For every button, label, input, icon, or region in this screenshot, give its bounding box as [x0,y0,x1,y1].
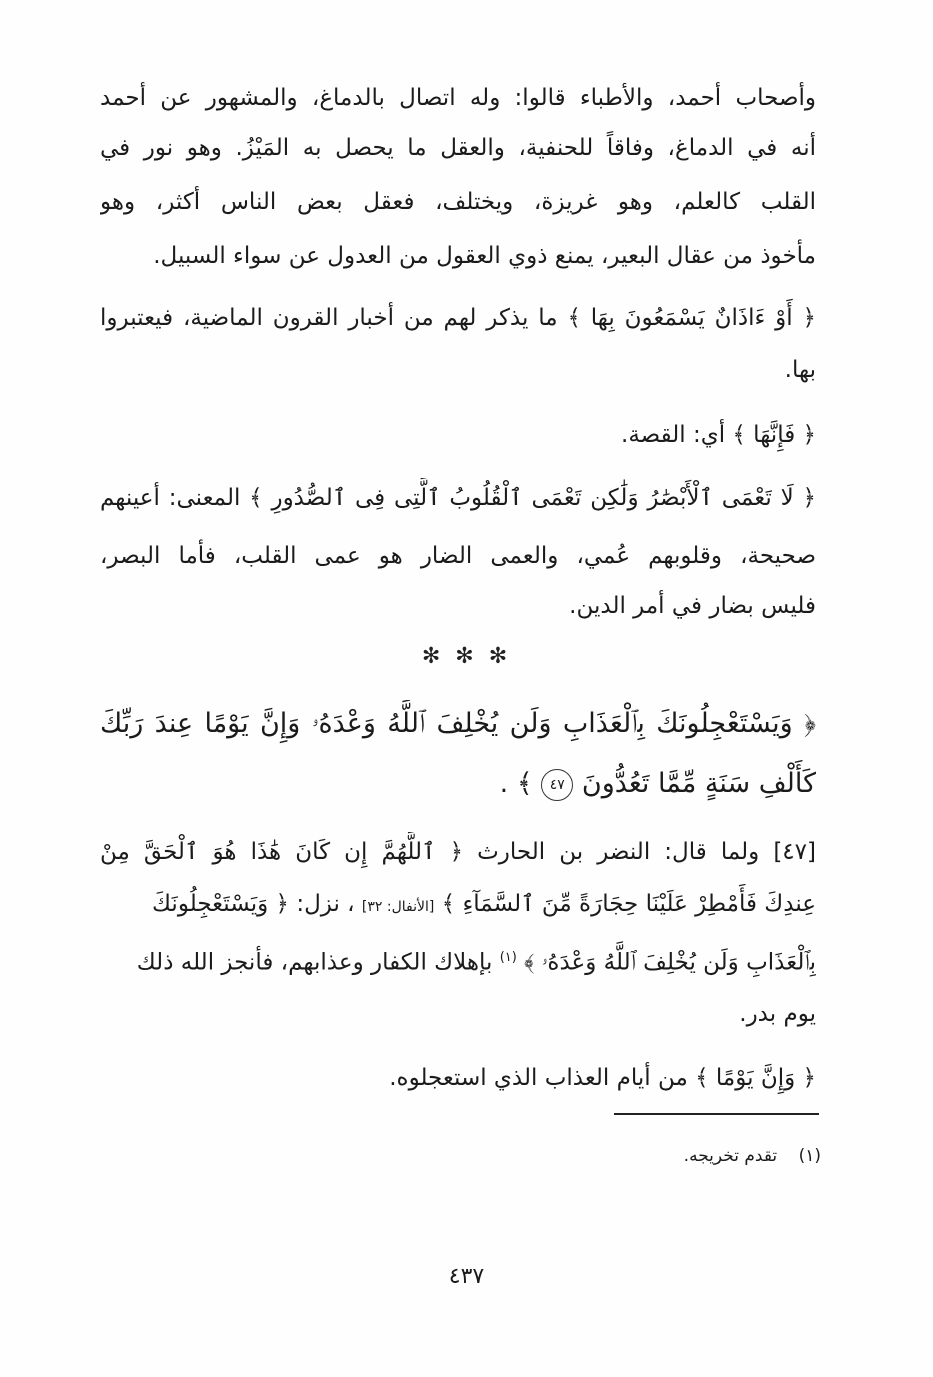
footnote-text: تقدم تخريجه. [683,1146,778,1166]
verse-line-1: ﴿ وَيَسْتَعْجِلُونَكَ بِٱلْعَذَابِ وَلَن يُخْلِفَ ٱللَّهُ وَعْدَهُۥ وَإِنَّ يَوْمًا عِندَ رَبِّكَ [100,708,816,739]
page-number: ٤٣٧ [448,1264,485,1289]
footnote-number: (١) [798,1146,821,1166]
text-line-6: بها. [784,357,816,383]
commentary-continuation: ، نزل: ﴿ وَيَسْتَعْجِلُونَكَ [152,891,355,917]
commentary-verse-text-2: بِٱلْعَذَابِ وَلَن يُخْلِفَ ٱللَّهُ وَعْدَهُۥ ﴾ [524,949,816,976]
text-line-3: القلب كالعلم، وهو غريزة، ويختلف، فعقل بعض الناس أكثر، وهو [100,189,816,215]
text-line-9: صحيحة، وقلوبهم عُمي، والعمى الضار هو عمى القلب، فأما البصر، [100,543,816,569]
text-line-10: فليس بضار في أمر الدين. [569,593,816,619]
surah-reference: [الأنفال: ٣٢] [361,899,435,915]
text-line-1: وأصحاب أحمد، والأطباء قالوا: وله اتصال بالدماغ، والمشهور عن أحمد [100,85,816,111]
section-separator: ✻ ✻ ✻ [421,644,512,669]
verse-end-bracket: ﴾ . [499,768,533,799]
commentary-line-4: يوم بدر. [739,1001,816,1027]
footnote-marker: (١) [499,950,517,965]
verse-number-mark: ٤٧ [541,769,573,801]
text-line-4: مأخوذ من عقال البعير، يمنع ذوي العقول من العدول عن سواء السبيل. [153,243,816,269]
commentary-verse-text: عِندِكَ فَأَمْطِرْ عَلَيْنَا حِجَارَةً مِّنَ ٱلسَّمَآءِ ﴾ [441,891,816,917]
commentary-line-3 [100,938,816,983]
commentary-line-1: [٤٧] ولما قال: النضر بن الحارث ﴿ ٱللَّهُمَّ إِن كَانَ هَٰذَا هُوَ ٱلْحَقَّ مِنْ [100,839,816,865]
text-line-5: ﴿ أَوْ ءَاذَانٌ يَسْمَعُونَ بِهَا ﴾ ما يذكر لهم من أخبار القرون الماضية، فيعتبروا [100,305,816,331]
text-line-7: ﴿ فَإِنَّهَا ﴾ أي: القصة. [621,422,816,448]
footnote [421,1146,821,1166]
verse-text-2: كَأَلْفِ سَنَةٍ مِّمَّا تَعُدُّونَ [581,768,816,799]
commentary-continuation-2: بإهلاك الكفار وعذابهم، فأنجز الله ذلك [136,949,493,976]
commentary-line-5: ﴿ وَإِنَّ يَوْمًا ﴾ من أيام العذاب الذي استعجلوه. [389,1065,816,1091]
text-line-8: ﴿ لَا تَعْمَى ٱلْأَبْصَٰرُ وَلَٰكِن تَعْمَى ٱلْقُلُوبُ ٱلَّتِى فِى ٱلصُّدُورِ ﴾ المعنى: أعينهم [100,485,816,511]
text-line-2: أنه في الدماغ، وفاقاً للحنفية، والعقل ما يحصل به المَيْزُ. وهو نور في [100,135,816,161]
footnote-divider [614,1113,819,1115]
verse-line-2 [100,760,816,808]
commentary-line-2 [100,884,816,927]
